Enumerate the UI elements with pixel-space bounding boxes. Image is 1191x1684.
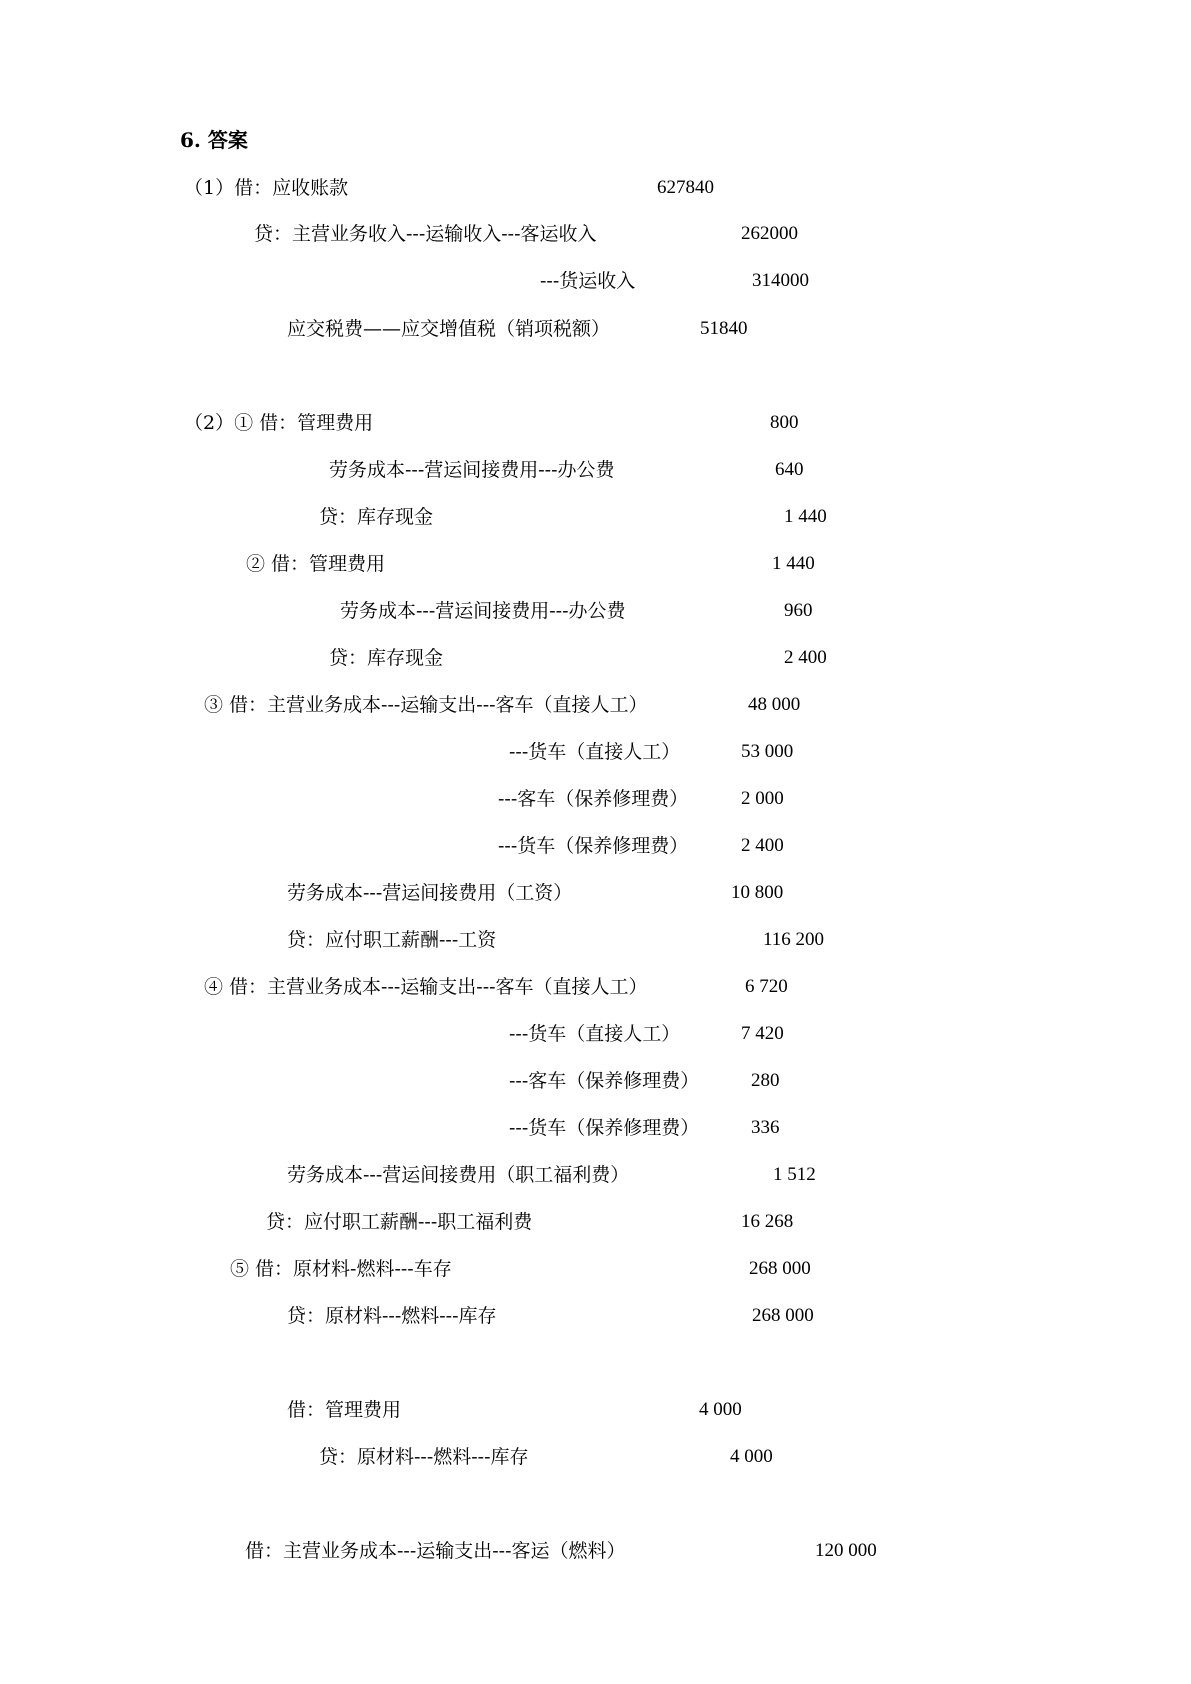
entry-text: （1）借：应收账款 xyxy=(184,177,349,199)
entry-amount: 4 000 xyxy=(699,1399,742,1420)
entry-text: 劳务成本---营运间接费用（职工福利费） xyxy=(287,1164,630,1186)
entry-text: 贷：库存现金 xyxy=(329,647,444,669)
entry-text: ---货车（保养修理费） xyxy=(498,835,689,857)
entry-text: 贷：应付职工薪酬---职工福利费 xyxy=(266,1211,533,1233)
entry-amount: 336 xyxy=(751,1117,780,1138)
entry-amount: 10 800 xyxy=(731,882,784,903)
entry-amount: 960 xyxy=(784,600,813,621)
entry-amount: 800 xyxy=(770,412,799,433)
entry-text: 贷：应付职工薪酬---工资 xyxy=(287,929,497,951)
entry-amount: 640 xyxy=(775,459,804,480)
entry-amount: 262000 xyxy=(741,223,798,244)
entry-text: 贷：主营业务收入---运输收入---客运收入 xyxy=(254,223,597,245)
section-title: 6. 答案 xyxy=(180,128,248,152)
entry-text: ---货运收入 xyxy=(540,270,636,292)
entry-text: （2）① 借：管理费用 xyxy=(184,412,374,434)
entry-text: 贷：原材料---燃料---库存 xyxy=(287,1305,497,1327)
entry-amount: 51840 xyxy=(700,318,748,339)
entry-amount: 1 440 xyxy=(784,506,827,527)
entry-amount: 116 200 xyxy=(763,929,825,950)
entry-amount: 1 440 xyxy=(772,553,815,574)
entry-text: ---客车（保养修理费） xyxy=(509,1070,700,1092)
entry-text: ③ 借：主营业务成本---运输支出---客车（直接人工） xyxy=(204,694,648,716)
entry-text: ④ 借：主营业务成本---运输支出---客车（直接人工） xyxy=(204,976,648,998)
entry-text: 借：管理费用 xyxy=(287,1399,402,1421)
entry-text: 劳务成本---营运间接费用---办公费 xyxy=(329,459,615,481)
entry-amount: 1 512 xyxy=(773,1164,816,1185)
entry-amount: 4 000 xyxy=(730,1446,773,1467)
entry-amount: 2 400 xyxy=(741,835,784,856)
entry-text: 劳务成本---营运间接费用（工资） xyxy=(287,882,573,904)
entry-amount: 2 400 xyxy=(784,647,827,668)
entry-amount: 280 xyxy=(751,1070,780,1091)
entry-amount: 314000 xyxy=(752,270,809,291)
entry-amount: 6 720 xyxy=(745,976,788,997)
entry-text: ⑤ 借：原材料-燃料---车存 xyxy=(230,1258,452,1280)
entry-text: 借：主营业务成本---运输支出---客运（燃料） xyxy=(245,1540,626,1562)
entry-amount: 627840 xyxy=(657,177,714,198)
entry-amount: 120 000 xyxy=(815,1540,877,1561)
entry-amount: 53 000 xyxy=(741,741,794,762)
entry-text: 贷：库存现金 xyxy=(319,506,434,528)
entry-text: 贷：原材料---燃料---库存 xyxy=(319,1446,529,1468)
entry-amount: 268 000 xyxy=(749,1258,811,1279)
entry-amount: 268 000 xyxy=(752,1305,814,1326)
entry-amount: 7 420 xyxy=(741,1023,784,1044)
entry-text: ---货车（直接人工） xyxy=(509,741,681,763)
entry-amount: 2 000 xyxy=(741,788,784,809)
entry-text: ---客车（保养修理费） xyxy=(498,788,689,810)
entry-text: 劳务成本---营运间接费用---办公费 xyxy=(340,600,626,622)
entry-amount: 48 000 xyxy=(748,694,801,715)
entry-text: ② 借：管理费用 xyxy=(246,553,386,575)
entry-text: ---货车（直接人工） xyxy=(509,1023,681,1045)
entry-text: 应交税费——应交增值税（销项税额） xyxy=(287,318,611,340)
entry-text: ---货车（保养修理费） xyxy=(509,1117,700,1139)
entry-amount: 16 268 xyxy=(741,1211,794,1232)
